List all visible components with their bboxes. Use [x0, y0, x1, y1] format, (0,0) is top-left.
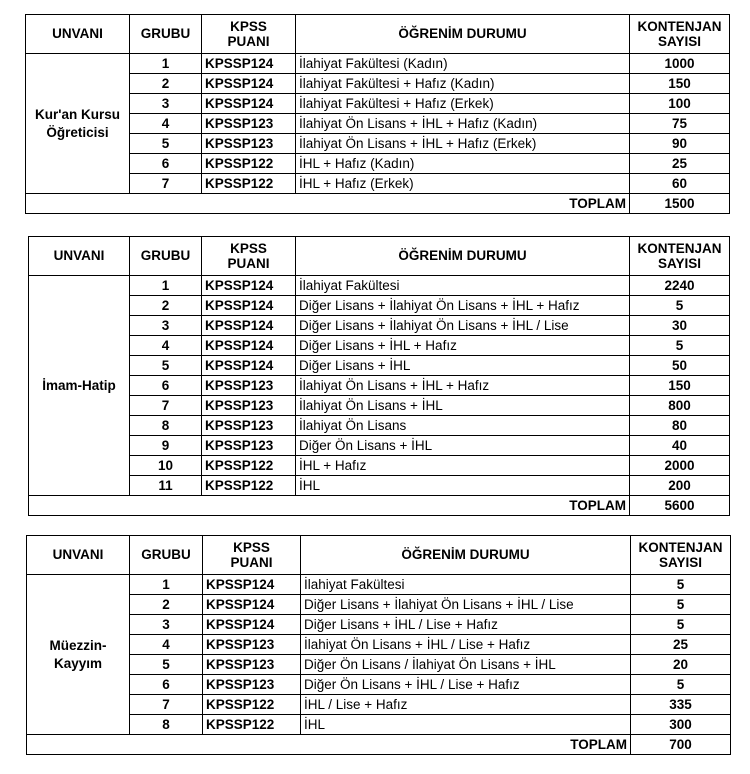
header-kontenjan-sayisi-text: SAYISI [658, 555, 703, 570]
table-row [26, 174, 730, 194]
header-grup [130, 15, 202, 54]
quota-count: 5 [630, 296, 730, 316]
quota-count: 5 [631, 675, 731, 695]
header-unvan-text: UNVANI [53, 248, 105, 264]
group-number: 2 [130, 595, 203, 615]
position-title-line: Kayyım [53, 655, 103, 671]
kpss-score-type: KPSSP122 [203, 695, 301, 715]
total-row [26, 194, 730, 214]
header-grup-text: GRUBU [141, 547, 191, 563]
header-unvan [29, 237, 130, 276]
education-requirement: Diğer Lisans + İlahiyat Ön Lisans + İHL / Lise [296, 316, 630, 336]
position-title [29, 276, 130, 496]
group-number: 6 [130, 376, 202, 396]
position-title-line: İmam-Hatip [42, 377, 116, 393]
table-row [29, 436, 730, 456]
education-requirement: İlahiyat Ön Lisans + İHL / Lise + Hafız [301, 635, 631, 655]
header-kpss-puani [202, 237, 296, 276]
quota-count: 90 [630, 134, 730, 154]
kpss-score-type: KPSSP123 [202, 376, 296, 396]
quota-table [28, 236, 730, 516]
kpss-score-type: KPSSP123 [202, 134, 296, 154]
header-kpss-puani-text: PUANI [227, 34, 270, 49]
education-requirement: Diğer Lisans + İHL + Hafız [296, 336, 630, 356]
group-number: 3 [130, 316, 202, 336]
group-number: 7 [130, 396, 202, 416]
table-row [29, 356, 730, 376]
table-row [27, 675, 731, 695]
header-row [27, 536, 731, 575]
group-number: 5 [130, 655, 203, 675]
table-row [29, 476, 730, 496]
education-requirement: İlahiyat Ön Lisans + İHL + Hafız (Erkek) [296, 134, 630, 154]
kpss-score-type: KPSSP123 [203, 635, 301, 655]
group-number: 7 [130, 695, 203, 715]
kpss-score-type: KPSSP123 [203, 675, 301, 695]
table-row [29, 296, 730, 316]
education-requirement: İHL + Hafız (Kadın) [296, 154, 630, 174]
education-requirement: İHL [296, 476, 630, 496]
header-ogrenim-durumu-text: ÖĞRENİM DURUMU [398, 248, 527, 264]
table-row [27, 655, 731, 675]
header-ogrenim-durumu-text: ÖĞRENİM DURUMU [398, 26, 527, 42]
header-ogrenim-durumu [301, 536, 631, 575]
table-row [27, 695, 731, 715]
quota-count: 5 [631, 575, 731, 595]
header-ogrenim-durumu-text: ÖĞRENİM DURUMU [401, 547, 530, 563]
kpss-score-type: KPSSP124 [203, 575, 301, 595]
total-label: TOPLAM [27, 735, 631, 755]
header-kpss-puani-text: PUANI [227, 256, 270, 271]
quota-count: 2000 [630, 456, 730, 476]
education-requirement: İlahiyat Ön Lisans + İHL [296, 396, 630, 416]
header-grup [130, 237, 202, 276]
group-number: 8 [130, 715, 203, 735]
education-requirement: İHL + Hafız [296, 456, 630, 476]
kpss-score-type: KPSSP124 [202, 94, 296, 114]
total-label: TOPLAM [29, 496, 630, 516]
table-row [29, 276, 730, 296]
quota-count: 50 [630, 356, 730, 376]
header-unvan [27, 536, 130, 575]
header-kontenjan-sayisi-text: KONTENJAN [638, 540, 723, 555]
header-kpss-puani [203, 536, 301, 575]
education-requirement: İlahiyat Fakültesi + Hafız (Erkek) [296, 94, 630, 114]
group-number: 6 [130, 154, 202, 174]
table-row [29, 456, 730, 476]
kpss-score-type: KPSSP124 [203, 595, 301, 615]
header-kontenjan-sayisi [631, 536, 731, 575]
kpss-score-type: KPSSP123 [202, 396, 296, 416]
header-row [29, 237, 730, 276]
kpss-score-type: KPSSP123 [203, 655, 301, 675]
total-row [29, 496, 730, 516]
kpss-score-type: KPSSP124 [203, 615, 301, 635]
table-row [29, 316, 730, 336]
quota-count: 335 [631, 695, 731, 715]
education-requirement: İHL [301, 715, 631, 735]
position-title-line: Öğreticisi [46, 124, 109, 140]
quota-count: 800 [630, 396, 730, 416]
group-number: 7 [130, 174, 202, 194]
quota-count: 20 [631, 655, 731, 675]
education-requirement: İHL / Lise + Hafız [301, 695, 631, 715]
quota-count: 25 [630, 154, 730, 174]
group-number: 6 [130, 675, 203, 695]
position-title-line: Kur'an Kursu [35, 106, 120, 122]
kpss-score-type: KPSSP122 [202, 154, 296, 174]
header-kontenjan-sayisi-text: SAYISI [657, 34, 702, 49]
group-number: 2 [130, 74, 202, 94]
header-kontenjan-sayisi-text: SAYISI [657, 256, 702, 271]
kpss-score-type: KPSSP124 [202, 74, 296, 94]
quota-count: 150 [630, 376, 730, 396]
header-grup-text: GRUBU [140, 26, 191, 42]
group-number: 2 [130, 296, 202, 316]
education-requirement: İlahiyat Ön Lisans + İHL + Hafız (Kadın) [296, 114, 630, 134]
group-number: 1 [130, 54, 202, 74]
total-value: 5600 [630, 496, 730, 516]
table-row [26, 154, 730, 174]
table-row [26, 74, 730, 94]
table-row [29, 396, 730, 416]
total-row [27, 735, 731, 755]
education-requirement: Diğer Ön Lisans + İHL [296, 436, 630, 456]
group-number: 4 [130, 635, 203, 655]
quota-count: 200 [630, 476, 730, 496]
kpss-score-type: KPSSP124 [202, 276, 296, 296]
quota-count: 30 [630, 316, 730, 336]
education-requirement: Diğer Ön Lisans + İHL / Lise + Hafız [301, 675, 631, 695]
education-requirement: Diğer Lisans + İHL [296, 356, 630, 376]
education-requirement: İlahiyat Fakültesi + Hafız (Kadın) [296, 74, 630, 94]
total-value: 700 [631, 735, 731, 755]
group-number: 5 [130, 356, 202, 376]
education-requirement: İlahiyat Fakültesi [301, 575, 631, 595]
table-row [29, 416, 730, 436]
quota-table [26, 535, 731, 755]
group-number: 4 [130, 336, 202, 356]
quota-count: 75 [630, 114, 730, 134]
quota-count: 40 [630, 436, 730, 456]
education-requirement: İlahiyat Ön Lisans [296, 416, 630, 436]
header-grup-text: GRUBU [140, 248, 191, 264]
table-row [27, 575, 731, 595]
kpss-score-type: KPSSP122 [203, 715, 301, 735]
table-row [29, 376, 730, 396]
header-row [26, 15, 730, 54]
quota-count: 300 [631, 715, 731, 735]
group-number: 5 [130, 134, 202, 154]
header-kpss-puani-text: KPSS [233, 540, 270, 555]
quota-count: 80 [630, 416, 730, 436]
kpss-score-type: KPSSP124 [202, 336, 296, 356]
table-row [26, 114, 730, 134]
total-label: TOPLAM [26, 194, 630, 214]
group-number: 11 [130, 476, 202, 496]
education-requirement: Diğer Lisans + İlahiyat Ön Lisans + İHL / Lise [301, 595, 631, 615]
quota-table [25, 14, 730, 214]
kpss-score-type: KPSSP124 [202, 54, 296, 74]
table-row [26, 94, 730, 114]
position-title-line: Müezzin- [49, 637, 107, 653]
header-kontenjan-sayisi [630, 237, 730, 276]
header-kpss-puani-text: PUANI [230, 555, 273, 570]
table-row [27, 595, 731, 615]
header-kpss-puani [202, 15, 296, 54]
kpss-score-type: KPSSP123 [202, 114, 296, 134]
header-grup [130, 536, 203, 575]
group-number: 1 [130, 276, 202, 296]
education-requirement: Diğer Lisans + İHL / Lise + Hafız [301, 615, 631, 635]
header-kontenjan-sayisi-text: KONTENJAN [637, 241, 722, 256]
kpss-score-type: KPSSP123 [202, 436, 296, 456]
table-row [26, 134, 730, 154]
kpss-score-type: KPSSP124 [202, 316, 296, 336]
education-requirement: Diğer Ön Lisans / İlahiyat Ön Lisans + İHL [301, 655, 631, 675]
header-unvan-text: UNVANI [52, 26, 103, 42]
quota-count: 25 [631, 635, 731, 655]
position-title [26, 54, 130, 194]
education-requirement: İlahiyat Fakültesi (Kadın) [296, 54, 630, 74]
quota-count: 5 [631, 595, 731, 615]
header-unvan-text: UNVANI [52, 547, 104, 563]
education-requirement: İlahiyat Ön Lisans + İHL + Hafız [296, 376, 630, 396]
table-row [26, 54, 730, 74]
quota-count: 100 [630, 94, 730, 114]
kpss-score-type: KPSSP122 [202, 174, 296, 194]
table-row [29, 336, 730, 356]
group-number: 4 [130, 114, 202, 134]
position-title [27, 575, 130, 735]
kpss-score-type: KPSSP123 [202, 416, 296, 436]
group-number: 8 [130, 416, 202, 436]
table-row [27, 715, 731, 735]
header-kontenjan-sayisi-text: KONTENJAN [637, 19, 722, 34]
kpss-score-type: KPSSP124 [202, 356, 296, 376]
group-number: 3 [130, 94, 202, 114]
quota-count: 60 [630, 174, 730, 194]
quota-count: 2240 [630, 276, 730, 296]
header-ogrenim-durumu [296, 15, 630, 54]
quota-count: 5 [631, 615, 731, 635]
table-row [27, 615, 731, 635]
kpss-score-type: KPSSP122 [202, 456, 296, 476]
quota-count: 150 [630, 74, 730, 94]
group-number: 3 [130, 615, 203, 635]
header-kpss-puani-text: KPSS [230, 19, 267, 34]
header-kontenjan-sayisi [630, 15, 730, 54]
group-number: 9 [130, 436, 202, 456]
header-kpss-puani-text: KPSS [230, 241, 267, 256]
header-ogrenim-durumu [296, 237, 630, 276]
education-requirement: İHL + Hafız (Erkek) [296, 174, 630, 194]
group-number: 1 [130, 575, 203, 595]
education-requirement: İlahiyat Fakültesi [296, 276, 630, 296]
education-requirement: Diğer Lisans + İlahiyat Ön Lisans + İHL + Hafız [296, 296, 630, 316]
quota-count: 5 [630, 336, 730, 356]
kpss-score-type: KPSSP124 [202, 296, 296, 316]
header-unvan [26, 15, 130, 54]
total-value: 1500 [630, 194, 730, 214]
kpss-score-type: KPSSP122 [202, 476, 296, 496]
table-row [27, 635, 731, 655]
quota-count: 1000 [630, 54, 730, 74]
group-number: 10 [130, 456, 202, 476]
